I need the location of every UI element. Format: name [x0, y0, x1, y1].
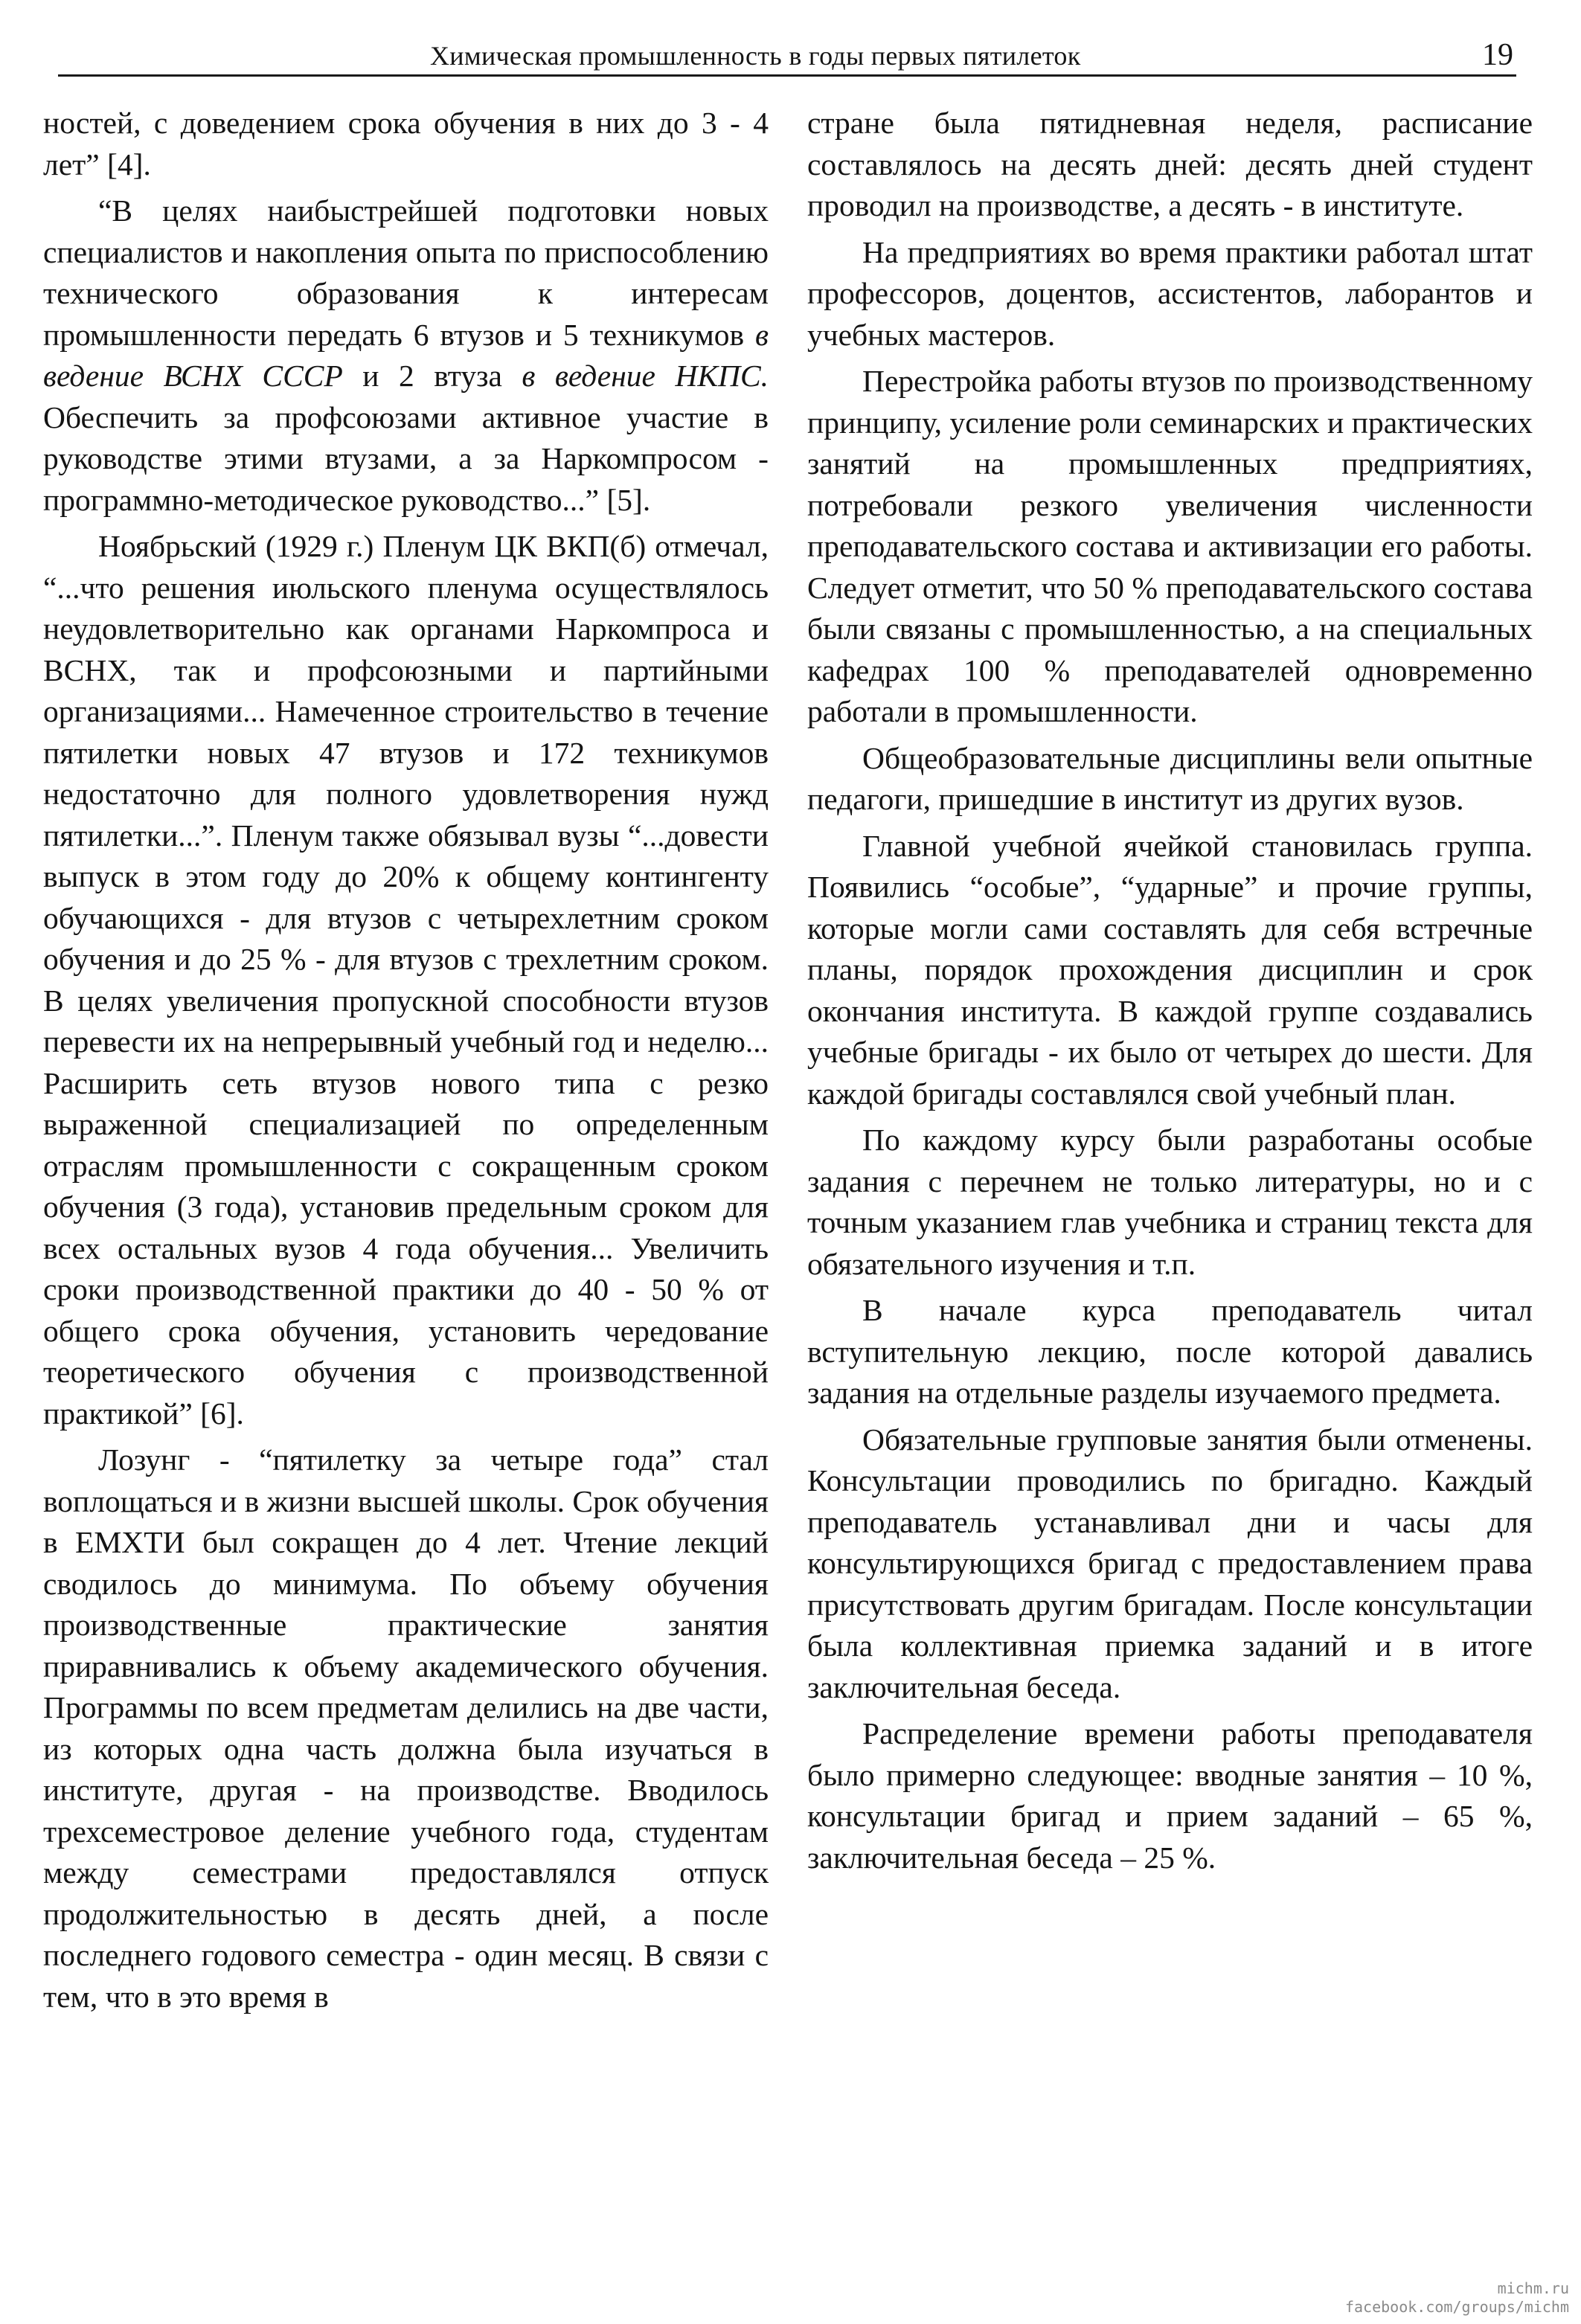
- page-number: 19: [1482, 38, 1513, 72]
- paragraph: Распределение времени работы преподавателя было примерно следующее: вводные занятия – 10 %, консультации бригад и прием заданий – 65 %, заключительная беседа – 25 %.: [807, 1716, 1533, 1875]
- italic-text: в ведение ВСНХ СССР: [43, 317, 769, 393]
- watermark: [1345, 2279, 1569, 2317]
- text-run: и 2 втуза: [342, 359, 522, 393]
- watermark-group: facebook.com/groups/michm: [1344, 2298, 1569, 2316]
- paragraph: Лозунг - “пятилетку за четыре года” стал воплощаться и в жизни высшей школы. Срок обучения в ЕМХТИ был сокращен до 4 лет. Чтение лекций сводилось до минимума. По объему обучения производственные практические занятия приравнивались к объему академического обучения. Программы по всем предметам делились на две части, из которых одна часть должна была изучаться в институте, другая - на производстве. Вводилось трехсеместровое деление учебного года, студентам между семестрами предоставлялся отпуск продолжительностью в десять дней, а после последнего годового семестра - один месяц. В связи с тем, что в это время в: [43, 1442, 769, 2014]
- watermark-site: michm.ru: [1497, 2279, 1569, 2297]
- page-header: [58, 33, 1516, 77]
- running-title: Химическая промышленность в годы первых пятилеток: [430, 41, 1081, 71]
- left-column: [43, 103, 769, 2023]
- paragraph: стране была пятидневная неделя, расписание составлялось на десять дней: десять дней студент проводил на производстве, а десять - в институте.: [807, 106, 1533, 222]
- text-run: “В целях наибыстрейшей подготовки новых специалистов и накопления опыта по приспособлению технического образования к интересам промышленности передать 6 втузов и 5 техникумов: [43, 193, 769, 352]
- paragraph: На предприятиях во время практики работал штат профессоров, доцентов, ассистентов, лаборантов и учебных мастеров.: [807, 234, 1533, 352]
- paragraph: Обязательные групповые занятия были отменены. Консультации проводились по бригадно. Каждый преподаватель устанавливал дни и часы для консультирующихся бригад с предоставлением права присутствовать другим бригадам. После консультации была коллективная приемка заданий и в итоге заключительная беседа.: [807, 1422, 1533, 1704]
- text-run: Обеспечить за профсоюзами активное участие в руководстве этими втузами, а за Наркомпросом - программно-методическое руководство...” [5].: [43, 399, 769, 517]
- paragraph: По каждому курсу были разработаны особые задания с перечнем не только литературы, но и с точным указанием глав учебника и страниц текста для обязательного изучения и т.п.: [807, 1123, 1533, 1281]
- italic-text: в ведение НКПС.: [522, 359, 769, 393]
- paragraph: Главной учебной ячейкой становилась группа. Появились “особые”, “ударные” и прочие группы, которые могли сами составлять для себя встречные планы, порядок прохождения дисциплин и срок окончания института. В каждой группе создавались учебные бригады - их было от четырех до шести. Для каждой бригады составлялся свой учебный план.: [807, 828, 1533, 1111]
- right-column: [807, 103, 1533, 1884]
- paragraph: Перестройка работы втузов по производственному принципу, усиление роли семинарских и практических занятий на промышленных предприятиях, потребовали резкого увеличения численности преподавательского состава и активизации его работы. Следует отметит, что 50 % преподавательского состава были связаны с промышленностью, а на специальных кафедрах 100 % преподавателей одновременно работали в промышленности.: [807, 364, 1533, 728]
- paragraph: Ноябрьский (1929 г.) Пленум ЦК ВКП(б) отмечал, “...что решения июльского пленума осуществлялось неудовлетворительно как органами Наркомпроса и ВСНХ, так и профсоюзными и партийными организациями... Намеченное строительство в течение пятилетки новых 47 втузов и 172 техникумов недостаточно для полного удовлетворения нужд пятилетки...”. Пленум также обязывал вузы “...довести выпуск в этом году до 20% к общему контингенту обучающихся - для втузов с четырехлетним сроком обучения и до 25 % - для втузов с трехлетним сроком. В целях увеличения пропускной способности втузов перевести их на непрерывный учебный год и неделю... Расширить сеть втузов нового типа с резко выраженной специализацией по определенным отраслям промышленности с сокращенным сроком обучения (3 года), установив предельным сроком для всех остальных вузов 4 года обучения... Увеличить сроки производственной практики до 40 - 50 % от общего срока обучения, установить чередование теоретического обучения с производственной практикой” [6].: [43, 529, 769, 1431]
- paragraph: Общеобразовательные дисциплины вели опытные педагоги, пришедшие в институт из других вузов.: [807, 740, 1533, 816]
- paragraph: В начале курса преподаватель читал вступительную лекцию, после которой давались задания на отдельные разделы изучаемого предмета.: [807, 1293, 1533, 1410]
- paragraph: ностей, с доведением срока обучения в них до 3 - 4 лет” [4].: [43, 106, 769, 182]
- paragraph: [43, 190, 769, 521]
